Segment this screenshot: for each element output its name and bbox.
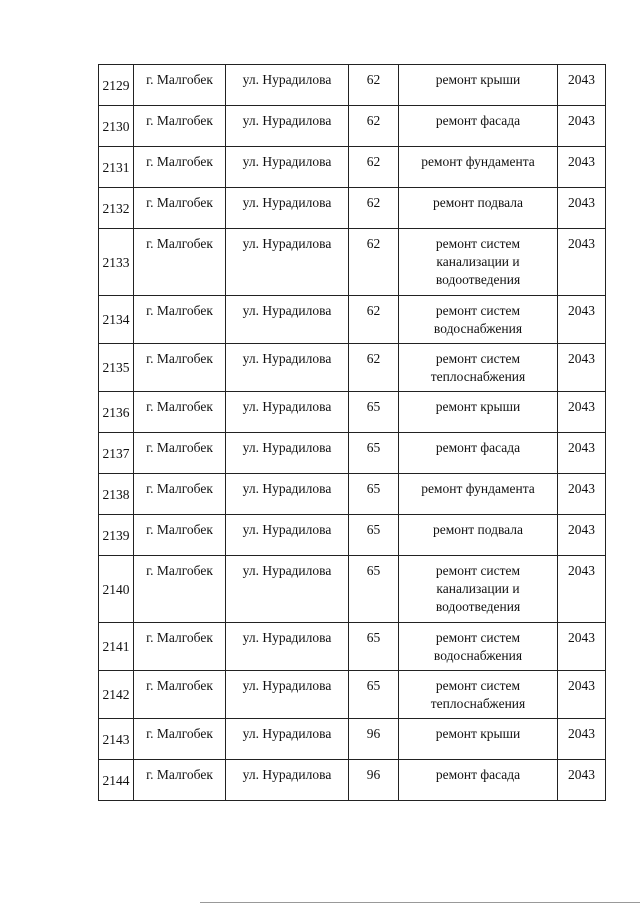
work-type-cell: ремонт фасада (399, 106, 558, 147)
table-row (99, 229, 606, 296)
city-cell: г. Малгобек (134, 719, 226, 760)
street-cell: ул. Нурадилова (226, 556, 349, 623)
house-number-cell: 65 (349, 556, 399, 623)
year-cell: 2043 (558, 188, 606, 229)
work-type-cell: ремонт систем водоснабжения (399, 623, 558, 671)
row-number-cell: 2138 (99, 474, 134, 515)
year-cell: 2043 (558, 671, 606, 719)
work-type-cell: ремонт систем канализации и водоотведения (399, 556, 558, 623)
city-cell: г. Малгобек (134, 392, 226, 433)
year-cell: 2043 (558, 474, 606, 515)
table-row (99, 344, 606, 392)
work-type-cell: ремонт крыши (399, 65, 558, 106)
table-row (99, 106, 606, 147)
row-number-cell: 2132 (99, 188, 134, 229)
table-row (99, 760, 606, 801)
row-number-cell: 2141 (99, 623, 134, 671)
street-cell: ул. Нурадилова (226, 147, 349, 188)
street-cell: ул. Нурадилова (226, 433, 349, 474)
row-number-cell: 2144 (99, 760, 134, 801)
year-cell: 2043 (558, 515, 606, 556)
repair-schedule-table (98, 64, 606, 801)
table-row (99, 188, 606, 229)
city-cell: г. Малгобек (134, 188, 226, 229)
street-cell: ул. Нурадилова (226, 229, 349, 296)
street-cell: ул. Нурадилова (226, 65, 349, 106)
street-cell: ул. Нурадилова (226, 344, 349, 392)
city-cell: г. Малгобек (134, 433, 226, 474)
street-cell: ул. Нурадилова (226, 188, 349, 229)
table-row (99, 433, 606, 474)
year-cell: 2043 (558, 392, 606, 433)
year-cell: 2043 (558, 147, 606, 188)
house-number-cell: 65 (349, 623, 399, 671)
city-cell: г. Малгобек (134, 229, 226, 296)
work-type-cell: ремонт крыши (399, 392, 558, 433)
work-type-cell: ремонт систем теплоснабжения (399, 671, 558, 719)
row-number-cell: 2135 (99, 344, 134, 392)
street-cell: ул. Нурадилова (226, 515, 349, 556)
street-cell: ул. Нурадилова (226, 474, 349, 515)
work-type-cell: ремонт фундамента (399, 147, 558, 188)
street-cell: ул. Нурадилова (226, 296, 349, 344)
city-cell: г. Малгобек (134, 623, 226, 671)
house-number-cell: 65 (349, 433, 399, 474)
work-type-cell: ремонт подвала (399, 515, 558, 556)
house-number-cell: 62 (349, 229, 399, 296)
row-number-cell: 2129 (99, 65, 134, 106)
table-row (99, 556, 606, 623)
work-type-cell: ремонт систем водоснабжения (399, 296, 558, 344)
work-type-cell: ремонт фасада (399, 433, 558, 474)
city-cell: г. Малгобек (134, 106, 226, 147)
street-cell: ул. Нурадилова (226, 671, 349, 719)
city-cell: г. Малгобек (134, 760, 226, 801)
street-cell: ул. Нурадилова (226, 719, 349, 760)
house-number-cell: 96 (349, 760, 399, 801)
table-row (99, 515, 606, 556)
table-row (99, 719, 606, 760)
work-type-cell: ремонт крыши (399, 719, 558, 760)
year-cell: 2043 (558, 296, 606, 344)
city-cell: г. Малгобек (134, 474, 226, 515)
house-number-cell: 65 (349, 515, 399, 556)
year-cell: 2043 (558, 65, 606, 106)
city-cell: г. Малгобек (134, 65, 226, 106)
row-number-cell: 2136 (99, 392, 134, 433)
work-type-cell: ремонт систем канализации и водоотведения (399, 229, 558, 296)
table-row (99, 65, 606, 106)
table-row (99, 623, 606, 671)
year-cell: 2043 (558, 344, 606, 392)
table-body (99, 65, 606, 801)
year-cell: 2043 (558, 556, 606, 623)
row-number-cell: 2140 (99, 556, 134, 623)
city-cell: г. Малгобек (134, 515, 226, 556)
city-cell: г. Малгобек (134, 671, 226, 719)
scan-edge-line (200, 902, 640, 903)
work-type-cell: ремонт фасада (399, 760, 558, 801)
year-cell: 2043 (558, 719, 606, 760)
work-type-cell: ремонт систем теплоснабжения (399, 344, 558, 392)
table-row (99, 671, 606, 719)
work-type-cell: ремонт подвала (399, 188, 558, 229)
row-number-cell: 2142 (99, 671, 134, 719)
house-number-cell: 62 (349, 147, 399, 188)
house-number-cell: 65 (349, 474, 399, 515)
house-number-cell: 62 (349, 65, 399, 106)
city-cell: г. Малгобек (134, 296, 226, 344)
row-number-cell: 2143 (99, 719, 134, 760)
street-cell: ул. Нурадилова (226, 106, 349, 147)
table-row (99, 296, 606, 344)
year-cell: 2043 (558, 433, 606, 474)
table-row (99, 392, 606, 433)
house-number-cell: 65 (349, 671, 399, 719)
row-number-cell: 2139 (99, 515, 134, 556)
house-number-cell: 62 (349, 344, 399, 392)
row-number-cell: 2133 (99, 229, 134, 296)
table-row (99, 474, 606, 515)
row-number-cell: 2137 (99, 433, 134, 474)
city-cell: г. Малгобек (134, 556, 226, 623)
city-cell: г. Малгобек (134, 344, 226, 392)
row-number-cell: 2134 (99, 296, 134, 344)
row-number-cell: 2130 (99, 106, 134, 147)
house-number-cell: 62 (349, 106, 399, 147)
street-cell: ул. Нурадилова (226, 392, 349, 433)
house-number-cell: 62 (349, 296, 399, 344)
row-number-cell: 2131 (99, 147, 134, 188)
house-number-cell: 96 (349, 719, 399, 760)
house-number-cell: 62 (349, 188, 399, 229)
house-number-cell: 65 (349, 392, 399, 433)
year-cell: 2043 (558, 760, 606, 801)
street-cell: ул. Нурадилова (226, 623, 349, 671)
street-cell: ул. Нурадилова (226, 760, 349, 801)
work-type-cell: ремонт фундамента (399, 474, 558, 515)
year-cell: 2043 (558, 623, 606, 671)
city-cell: г. Малгобек (134, 147, 226, 188)
year-cell: 2043 (558, 106, 606, 147)
table-row (99, 147, 606, 188)
year-cell: 2043 (558, 229, 606, 296)
